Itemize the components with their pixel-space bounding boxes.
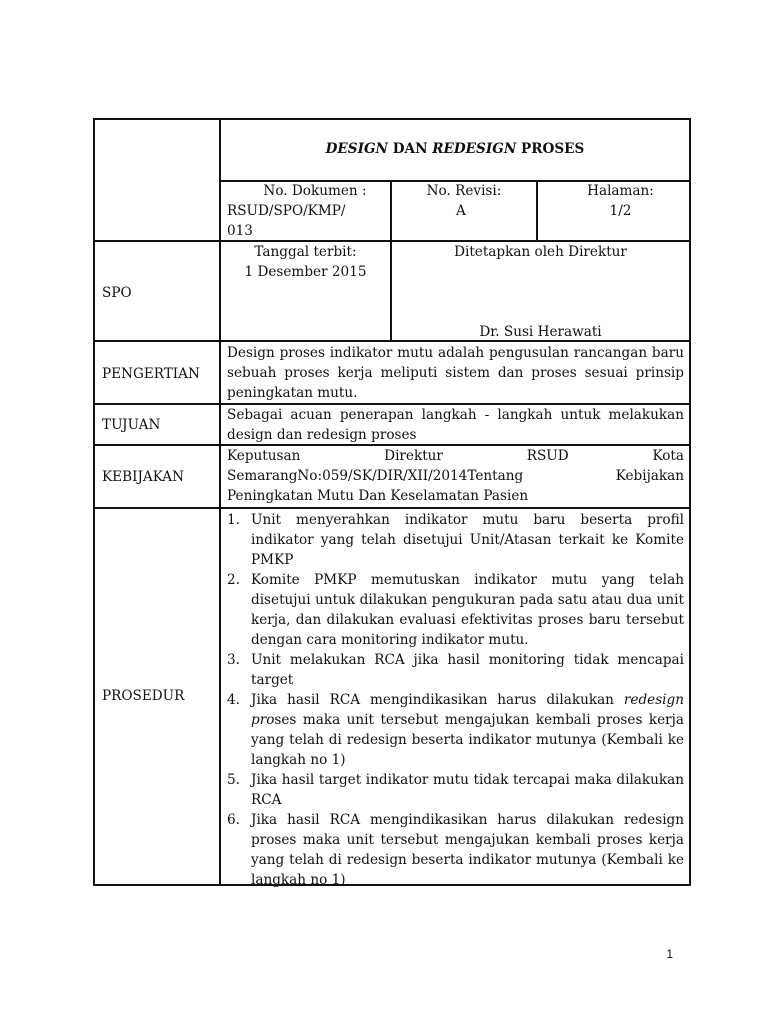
list-number: 4. bbox=[227, 692, 240, 708]
kebijakan-line-1: Keputusan Direktur RSUD Kota bbox=[227, 448, 684, 464]
title-italic-redesign: REDESIGN bbox=[432, 141, 517, 157]
list-number: 3. bbox=[227, 652, 240, 668]
prosedur-list bbox=[227, 510, 684, 890]
no-dokumen-value: RSUD/SPO/KMP/ 013 bbox=[227, 203, 346, 239]
tanggal-terbit-label: Tanggal terbit: bbox=[254, 244, 357, 260]
no-revisi-cell bbox=[392, 181, 536, 221]
list-text: ses maka unit tersebut mengajukan kembali proses kerja yang telah di redesign beserta indikator mutunya (Kembali ke langkah no 1) bbox=[251, 712, 684, 768]
prosedur-label: PROSEDUR bbox=[102, 688, 185, 704]
list-item bbox=[227, 810, 684, 890]
page-number: 1 bbox=[666, 947, 673, 961]
title-italic-design: DESIGN bbox=[325, 141, 388, 157]
halaman-label: Halaman: bbox=[587, 183, 654, 199]
tanggal-terbit-value: 1 Desember 2015 bbox=[244, 264, 367, 280]
list-text: Unit melakukan RCA jika hasil monitoring tidak mencapai target bbox=[251, 652, 684, 688]
no-revisi-value: A bbox=[456, 203, 466, 219]
document-title bbox=[221, 139, 689, 159]
list-number: 6. bbox=[227, 812, 240, 828]
list-text: Jika hasil RCA mengindikasikan harus dilakukan bbox=[251, 692, 624, 708]
kebijakan-label: KEBIJAKAN bbox=[102, 469, 185, 485]
tujuan-text: Sebagai acuan penerapan langkah - langkah untuk melakukan design dan redesign proses bbox=[227, 407, 684, 443]
tanggal-terbit-cell bbox=[221, 242, 390, 282]
no-dokumen-cell bbox=[227, 181, 387, 241]
column-divider bbox=[219, 118, 221, 886]
list-item bbox=[227, 570, 684, 650]
pengertian-label: PENGERTIAN bbox=[102, 366, 200, 382]
list-number: 1. bbox=[227, 512, 240, 528]
list-text: Komite PMKP memutuskan indikator mutu yang telah disetujui untuk dilakukan pengukuran pada satu atau dua unit kerja, dan dilakukan evaluasi efektivitas proses baru tersebut dengan cara monitoring indikator mutu. bbox=[251, 572, 684, 648]
kebijakan-line-2: SemarangNo:059/SK/DIR/XII/2014Tentang Kebijakan bbox=[227, 468, 684, 484]
halaman-cell bbox=[538, 181, 689, 221]
pengertian-text: Design proses indikator mutu adalah pengusulan rancangan baru sebuah proses kerja meliputi sistem dan proses sesuai prinsip peningkatan mutu. bbox=[227, 345, 684, 401]
list-text: Jika hasil target indikator mutu tidak tercapai maka dilakukan RCA bbox=[251, 772, 684, 808]
list-number: 2. bbox=[227, 572, 240, 588]
list-text: Jika hasil RCA mengindikasikan harus dilakukan redesign proses maka unit tersebut mengajukan kembali proses kerja yang telah di redesign beserta indikator mutunya (Kembali ke langkah no 1) bbox=[251, 812, 684, 888]
list-text: Unit menyerahkan indikator mutu baru beserta profil indikator yang telah disetujui Unit/Atasan terkait ke Komite PMKP bbox=[251, 512, 684, 568]
list-item bbox=[227, 510, 684, 570]
no-dokumen-label: No. Dokumen : bbox=[263, 183, 367, 199]
list-text-italic: redesign pro bbox=[251, 692, 684, 728]
kebijakan-text bbox=[227, 446, 684, 506]
direktur-name: Dr. Susi Herawati bbox=[479, 324, 602, 340]
title-dan: DAN bbox=[388, 141, 433, 157]
list-item bbox=[227, 650, 684, 690]
row-divider bbox=[93, 507, 691, 509]
list-number: 5. bbox=[227, 772, 240, 788]
spo-label: SPO bbox=[102, 285, 132, 301]
title-proses: PROSES bbox=[516, 141, 585, 157]
list-item bbox=[227, 690, 684, 770]
list-item bbox=[227, 770, 684, 810]
kebijakan-line-3: Peningkatan Mutu Dan Keselamatan Pasien bbox=[227, 488, 529, 504]
no-revisi-label: No. Revisi: bbox=[426, 183, 502, 199]
ditetapkan-oleh: Ditetapkan oleh Direktur bbox=[454, 244, 627, 260]
tujuan-label: TUJUAN bbox=[102, 417, 161, 433]
halaman-value: 1/2 bbox=[609, 203, 632, 219]
